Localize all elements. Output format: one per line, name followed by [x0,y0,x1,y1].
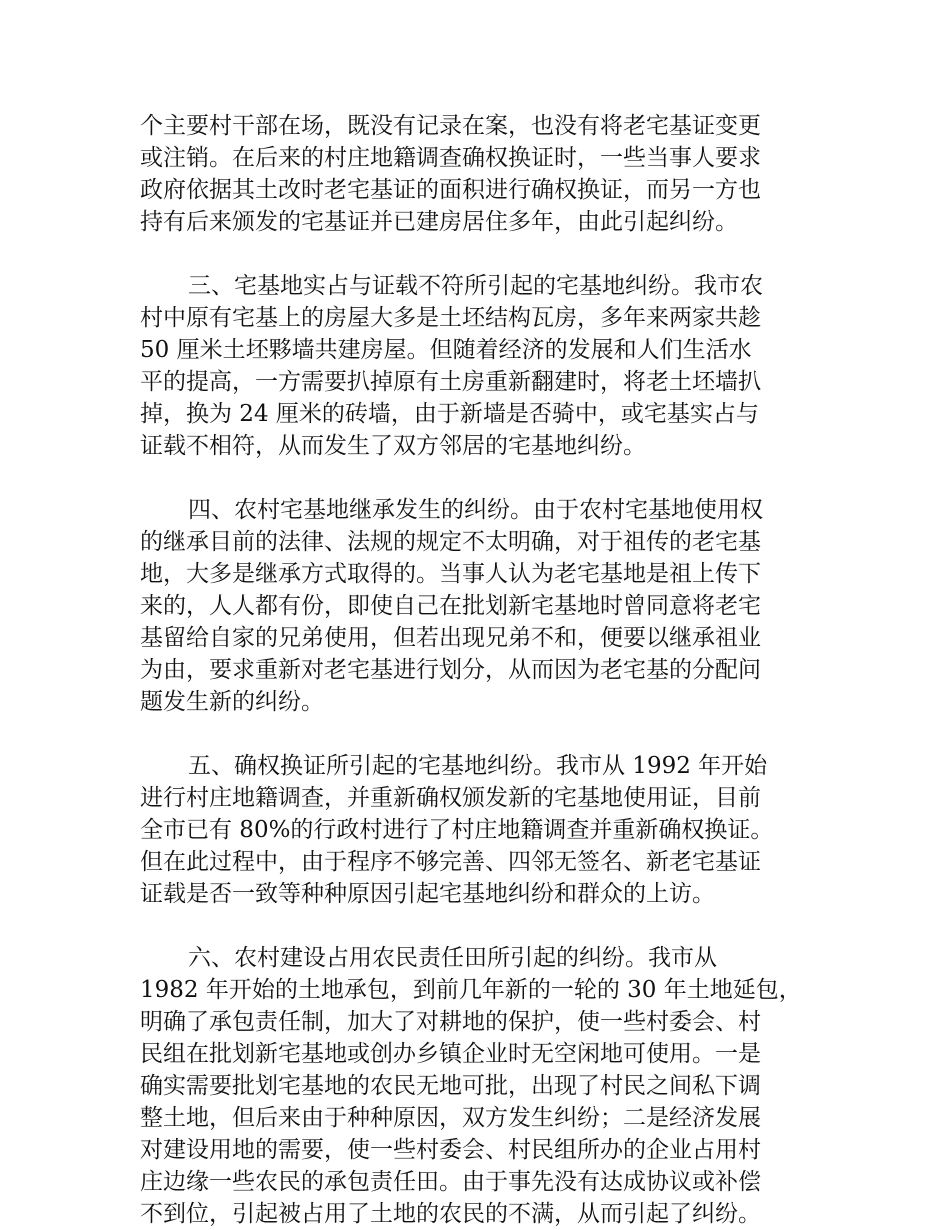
paragraph-section-three [140,270,820,462]
paragraph-section-four [140,494,820,718]
text-line: 确实需要批划宅基地的农民无地可批，出现了村民之间私下调 [140,1073,761,1099]
text-line: 整土地，但后来由于种种原因，双方发生纠纷；二是经济发展 [140,1105,761,1131]
text-line: 四、农村宅基地继承发生的纠纷。由于农村宅基地使用权 [188,497,763,523]
paragraph-gap [140,462,820,494]
document-body [140,110,820,1230]
text-line: 1982 年开始的土地承包，到前几年新的一轮的 30 年土地延包， [140,977,802,1003]
text-line: 的继承目前的法律、法规的规定不太明确，对于祖传的老宅基 [140,529,761,555]
text-line: 民组在批划新宅基地或创办乡镇企业时无空闲地可使用。一是 [140,1041,761,1067]
text-line: 来的，人人都有份，即使自己在批划新宅基地时曾同意将老宅 [140,593,761,619]
text-line: 五、确权换证所引起的宅基地纠纷。我市从 1992 年开始 [188,753,768,779]
text-line: 六、农村建设占用农民责任田所引起的纠纷。我市从 [188,945,717,971]
paragraph-section-six [140,942,820,1230]
text-line: 为由，要求重新对老宅基进行划分，从而因为老宅基的分配问 [140,657,761,683]
text-line: 或注销。在后来的村庄地籍调查确权换证时，一些当事人要求 [140,145,761,171]
text-line: 地，大多是继承方式取得的。当事人认为老宅基地是祖上传下 [140,561,761,587]
text-line: 证载不相符，从而发生了双方邻居的宅基地纠纷。 [140,433,646,459]
text-line: 进行村庄地籍调查，并重新确权颁发新的宅基地使用证，目前 [140,785,761,811]
paragraph-gap [140,718,820,750]
text-line: 掉，换为 24 厘米的砖墙，由于新墙是否骑中，或宅基实占与 [140,401,759,427]
paragraph-section-five [140,750,820,910]
text-line: 平的提高，一方需要扒掉原有土房重新翻建时，将老土坯墙扒 [140,369,761,395]
text-line: 题发生新的纠纷。 [140,689,324,715]
text-line: 明确了承包责任制，加大了对耕地的保护，使一些村委会、村 [140,1009,761,1035]
paragraph-continuation [140,110,820,238]
text-line: 个主要村干部在场，既没有记录在案，也没有将老宅基证变更 [140,113,761,139]
text-line: 50 厘米土坯夥墙共建房屋。但随着经济的发展和人们生活水 [140,337,752,363]
paragraph-gap [140,910,820,942]
text-line: 三、宅基地实占与证载不符所引起的宅基地纠纷。我市农 [188,273,763,299]
text-line: 证载是否一致等种种原因引起宅基地纠纷和群众的上访。 [140,881,715,907]
paragraph-gap [140,238,820,270]
text-line: 全市已有 80%的行政村进行了村庄地籍调查并重新确权换证。 [140,817,774,843]
text-line: 基留给自家的兄弟使用，但若出现兄弟不和，便要以继承祖业 [140,625,761,651]
text-line: 持有后来颁发的宅基证并已建房居住多年，由此引起纠纷。 [140,209,738,235]
text-line: 庄边缘一些农民的承包责任田。由于事先没有达成协议或补偿 [140,1169,761,1195]
text-line: 不到位，引起被占用了土地的农民的不满，从而引起了纠纷。 [140,1201,761,1227]
text-line: 但在此过程中，由于程序不够完善、四邻无签名、新老宅基证 [140,849,761,875]
text-line: 村中原有宅基上的房屋大多是土坯结构瓦房，多年来两家共趁 [140,305,761,331]
text-line: 对建设用地的需要，使一些村委会、村民组所办的企业占用村 [140,1137,761,1163]
text-line: 政府依据其土改时老宅基证的面积进行确权换证，而另一方也 [140,177,761,203]
